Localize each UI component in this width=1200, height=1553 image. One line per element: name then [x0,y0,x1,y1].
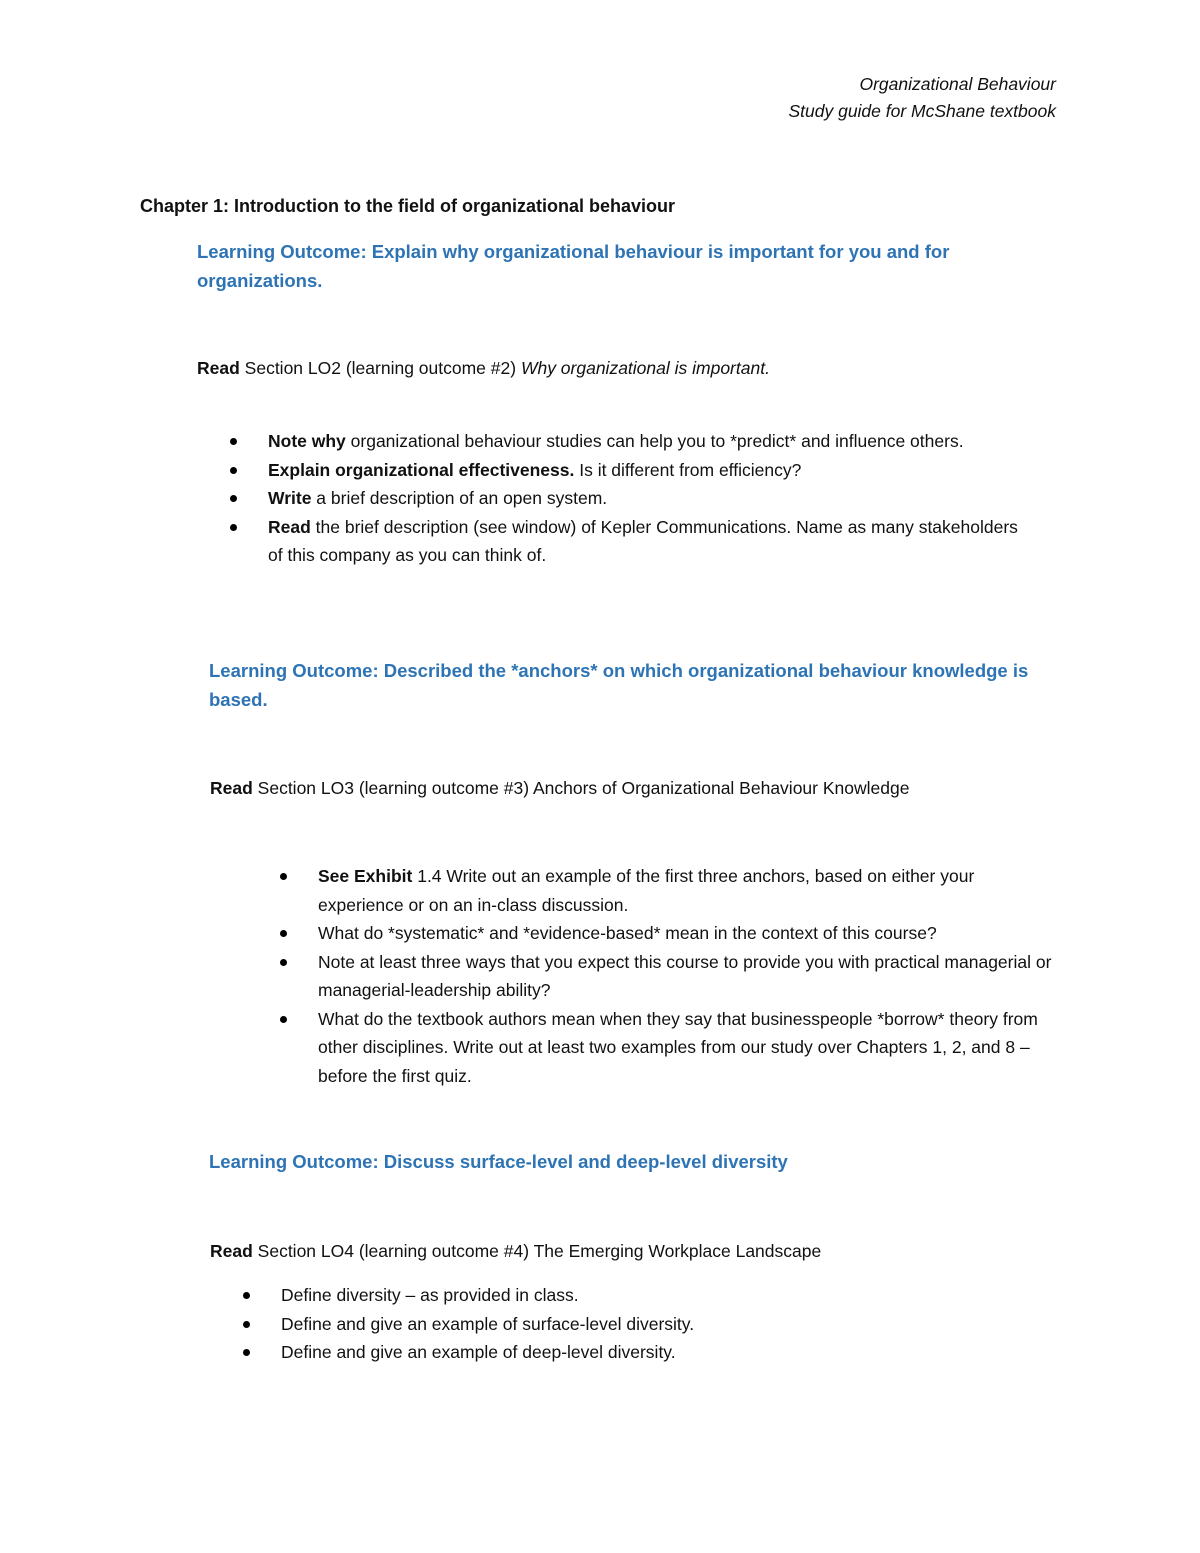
read-section-text: Section LO2 (learning outcome #2) [239,358,521,378]
read-section-text: Section LO4 (learning outcome #4) The Emerging Workplace Landscape [252,1241,822,1261]
read-label: Read [197,358,240,378]
list-item [268,427,1028,456]
list-item-text: a brief description of an open system. [311,488,608,508]
bullet-dot-icon [230,438,237,445]
bullet-list [281,1281,1041,1367]
list-item-text: Is it different from efficiency? [574,459,802,480]
chapter-title: Chapter 1: Introduction to the field of organizational behaviour [140,196,676,216]
read-instruction [210,774,909,803]
header-subtitle: Study guide for McShane textbook [788,101,1056,121]
read-section-text: Section LO3 (learning outcome #3) Anchors of Organizational Behaviour Knowledge [252,778,910,798]
list-item-text: What do *systematic* and *evidence-based* mean in the context of this course? [318,923,937,943]
list-item-emphasis: Write [268,488,312,508]
list-item [281,1310,1041,1339]
list-item [281,1281,1041,1310]
list-item [268,484,1028,513]
list-item-text: the brief description (see window) of Kepler Communications. Name as many stakeholders of this company as you can think of. [268,516,1018,565]
bullet-dot-icon [280,959,287,966]
list-item-text: organizational behaviour studies can help you to *predict* and influence others. [345,431,964,451]
bullet-list [268,427,1028,570]
learning-outcome-heading: Learning Outcome: Described the *anchors* on which organizational behaviour knowledge is based. [209,660,1029,710]
read-label: Read [210,778,253,798]
bullet-list [318,862,1053,1090]
list-item-text: Note at least three ways that you expect this course to provide you with practical managerial or managerial-leadership ability? [318,951,1052,1000]
list-item [318,919,1053,948]
list-item-text: 1.4 Write out an example of the first three anchors, based on either your experience or on an in-class discussion. [318,866,975,915]
list-item-text: Define diversity – as provided in class. [281,1285,579,1305]
read-instruction [210,1237,821,1266]
bullet-dot-icon [230,495,237,502]
list-item [318,1005,1053,1091]
bullet-dot-icon [280,873,287,880]
bullet-dot-icon [280,1016,287,1023]
list-item [318,948,1053,1005]
list-item-emphasis: Read [268,516,311,537]
list-item-text: What do the textbook authors mean when they say that businesspeople *borrow* theory from other disciplines. Write out at least two examples from our study over Chapters 1, 2, and 8 – before the first quiz. [318,1008,1038,1086]
list-item-emphasis: Note why [268,431,346,451]
list-item-text: Define and give an example of deep-level diversity. [281,1342,676,1362]
list-item-text: Define and give an example of surface-level diversity. [281,1313,695,1334]
bullet-dot-icon [243,1349,250,1356]
list-item [318,862,1053,919]
list-item [281,1338,1041,1367]
bullet-dot-icon [243,1292,250,1299]
header-course-title: Organizational Behaviour [859,74,1056,94]
list-item [268,456,1028,485]
read-instruction [197,354,770,383]
learning-outcome-heading: Learning Outcome: Explain why organizational behaviour is important for you and for organizations. [197,241,950,291]
bullet-dot-icon [230,524,237,531]
bullet-dot-icon [280,930,287,937]
list-item [268,513,1028,570]
read-label: Read [210,1241,253,1261]
learning-outcome-heading: Learning Outcome: Discuss surface-level and deep-level diversity [209,1151,788,1172]
read-section-title: Why organizational is important. [520,358,770,378]
bullet-dot-icon [243,1321,250,1328]
list-item-emphasis: Explain organizational effectiveness. [268,459,575,480]
list-item-emphasis: See Exhibit [318,866,413,886]
bullet-dot-icon [230,467,237,474]
